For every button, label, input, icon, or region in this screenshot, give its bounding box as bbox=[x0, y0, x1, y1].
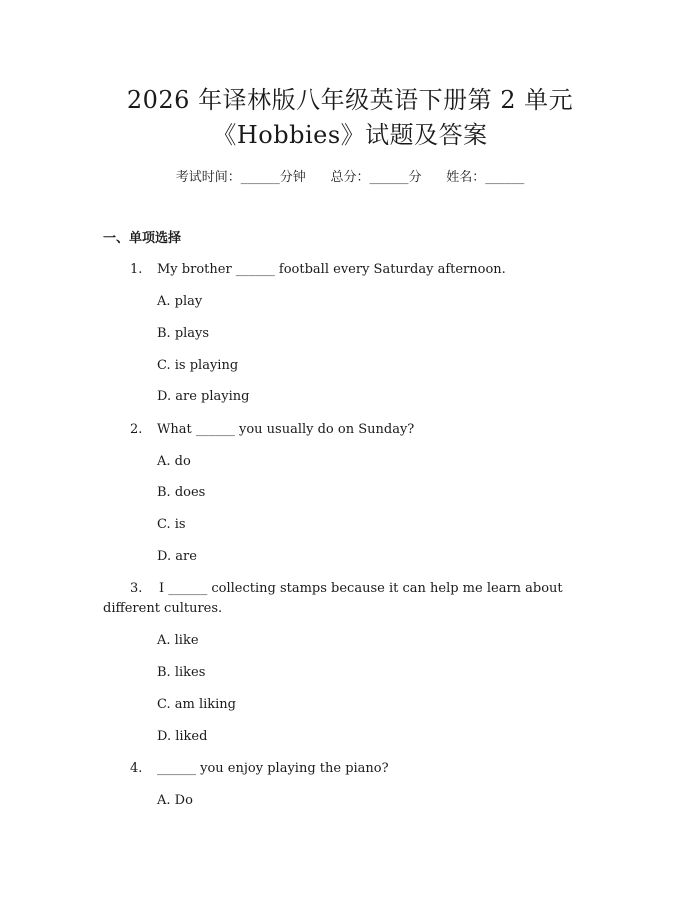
question-number: 2. bbox=[130, 422, 143, 437]
option-1a: A. play bbox=[157, 294, 203, 309]
option-4a: A. Do bbox=[157, 793, 193, 808]
option-2c: C. is bbox=[157, 517, 186, 532]
exam-meta-line: 考试时间：______分钟 总分：______分 姓名：______ bbox=[175, 170, 525, 185]
question-number: 4. bbox=[130, 761, 143, 776]
question-4 bbox=[130, 759, 389, 779]
question-text: My brother ______ football every Saturday afternoon. bbox=[157, 262, 506, 277]
question-1 bbox=[130, 260, 506, 280]
question-number: 3. bbox=[130, 581, 143, 596]
option-2d: D. are bbox=[157, 549, 197, 564]
option-1c: C. is playing bbox=[157, 358, 239, 373]
question-text: I ______ collecting stamps because it can help me learn about different cultures. bbox=[103, 581, 563, 616]
question-text: ______ you enjoy playing the piano? bbox=[157, 761, 389, 776]
option-3d: D. liked bbox=[157, 729, 208, 744]
question-text: What ______ you usually do on Sunday? bbox=[157, 422, 415, 437]
option-3b: B. likes bbox=[157, 665, 206, 680]
option-2b: B. does bbox=[157, 485, 206, 500]
question-2 bbox=[130, 420, 414, 440]
exam-title-line2: 《Hobbies》试题及答案 bbox=[212, 121, 488, 149]
section-heading: 一、单项选择 bbox=[103, 231, 182, 246]
exam-title-line1: 2026 年译林版八年级英语下册第 2 单元 bbox=[126, 86, 574, 114]
option-3a: A. like bbox=[157, 633, 199, 648]
option-1b: B. plays bbox=[157, 326, 210, 341]
option-3c: C. am liking bbox=[157, 697, 237, 712]
option-1d: D. are playing bbox=[157, 389, 250, 404]
question-3 bbox=[103, 579, 573, 619]
question-number: 1. bbox=[130, 262, 143, 277]
option-2a: A. do bbox=[157, 454, 191, 469]
